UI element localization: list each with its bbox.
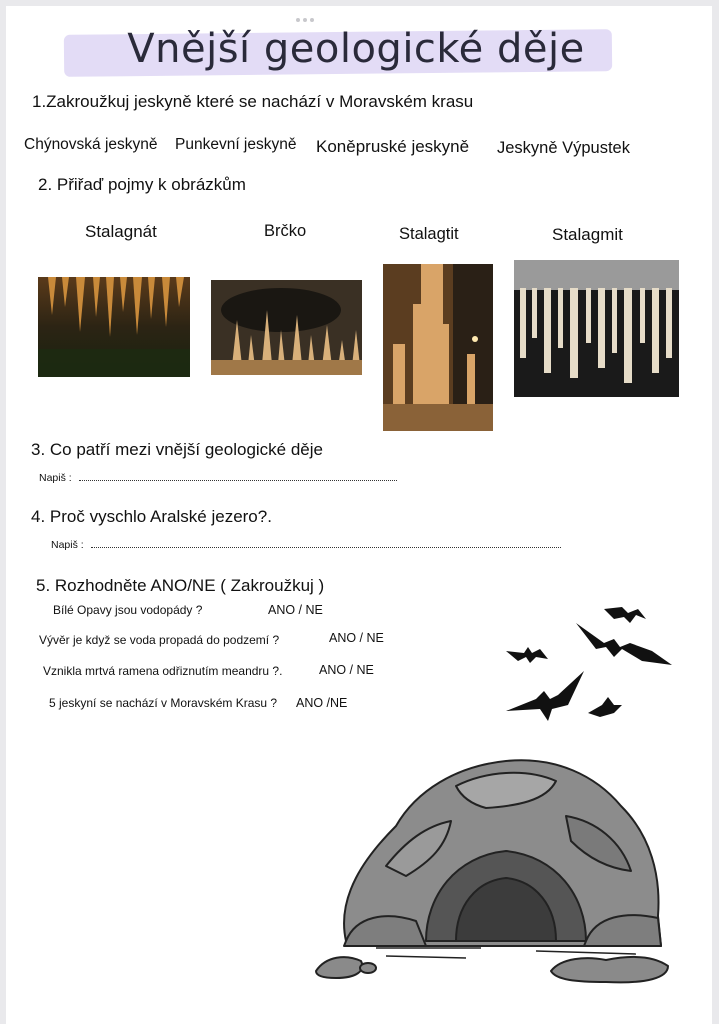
cave-option-vypustek[interactable]: Jeskyně Výpustek <box>497 139 630 157</box>
page-title: Vnější geologické děje <box>127 26 585 72</box>
question-4: 4. Proč vyschlo Aralské jezero?. <box>31 507 272 526</box>
term-stalagnat[interactable]: Stalagnát <box>85 222 157 241</box>
question-1: 1.Zakroužkuj jeskyně které se nachází v Moravském krasu <box>32 92 474 111</box>
bat-icon <box>604 607 646 623</box>
cave-option-punkevni[interactable]: Punkevní jeskyně <box>175 136 297 153</box>
term-stalagtit[interactable]: Stalagtit <box>399 225 459 243</box>
worksheet-page <box>6 6 712 1024</box>
cave-photo-1[interactable] <box>38 277 190 377</box>
cave-option-chynovska[interactable]: Chýnovská jeskyně <box>24 136 158 153</box>
cave-photo-4[interactable] <box>514 260 679 397</box>
bat-icon <box>506 671 584 721</box>
cave-illustration <box>306 746 676 986</box>
question-2: 2. Přiřaď pojmy k obrázkům <box>38 175 246 194</box>
answer-line-3[interactable] <box>39 472 397 484</box>
statement-3: Vznikla mrtvá ramena odřiznutím meandru ?. <box>43 664 283 678</box>
cave-option-koneprusy[interactable]: Koněpruské jeskyně <box>316 137 470 156</box>
write-label: Napiš : <box>39 472 72 484</box>
answer-choice-4[interactable]: ANO /NE <box>296 696 348 710</box>
bat-icon <box>588 697 622 717</box>
answer-choice-2[interactable]: ANO / NE <box>329 631 384 645</box>
answer-choice-3[interactable]: ANO / NE <box>319 663 374 677</box>
term-brcko[interactable]: Brčko <box>264 222 307 240</box>
term-stalagmit[interactable]: Stalagmit <box>552 225 623 244</box>
cave-photo-2[interactable] <box>211 280 362 375</box>
bat-icon <box>576 623 672 665</box>
statement-4: 5 jeskyní se nachází v Moravském Krasu ? <box>49 696 278 710</box>
drag-handle[interactable] <box>296 9 336 19</box>
bat-icon <box>506 647 548 663</box>
question-5: 5. Rozhodněte ANO/NE ( Zakroužkuj ) <box>36 576 325 595</box>
statement-1: Bílé Opavy jsou vodopády ? <box>53 603 203 617</box>
bats-illustration <box>496 601 676 731</box>
question-3: 3. Co patří mezi vnější geologické děje <box>31 440 323 459</box>
answer-choice-1[interactable]: ANO / NE <box>268 603 323 617</box>
statement-2: Vývěr je když se voda propadá do podzemí ? <box>39 633 280 647</box>
answer-line-4[interactable] <box>51 539 561 551</box>
write-label: Napiš : <box>51 539 84 551</box>
cave-photo-3[interactable] <box>383 264 493 431</box>
